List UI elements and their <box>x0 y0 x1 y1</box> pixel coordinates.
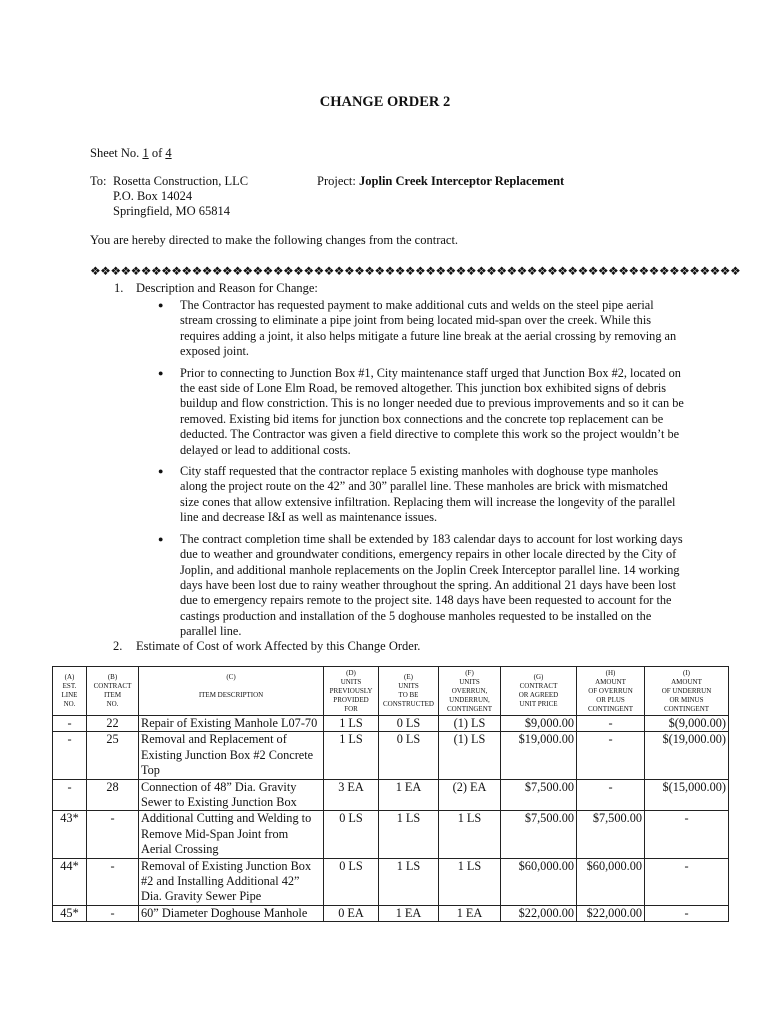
cell-units-constructed: 0 LS <box>379 732 439 779</box>
cell-unit-price: $19,000.00 <box>501 732 577 779</box>
list-item: ● The Contractor has requested payment to make additional cuts and welds on the steel pipe aerial stream crossing to eliminate a pipe joint from being located mid-span over the creek. While this requires adding a joint, it also helps mitigate a future line break at the aerial crossing by removing an exposed joint. <box>148 298 688 360</box>
project-name: Joplin Creek Interceptor Replacement <box>359 174 565 188</box>
cell-overrun-amount: - <box>577 779 645 811</box>
sheet-number <box>90 146 172 161</box>
cell-overrun-amount: $60,000.00 <box>577 858 645 905</box>
cell-units-previous: 0 LS <box>324 811 379 858</box>
cell-item-no: - <box>87 811 139 858</box>
column-header-f: (F) UNITS OVERRUN, UNDERRUN, CONTINGENT <box>439 667 501 716</box>
cell-units-over-under: (2) EA <box>439 779 501 811</box>
cell-unit-price: $7,500.00 <box>501 779 577 811</box>
cell-overrun-amount: - <box>577 732 645 779</box>
cell-underrun-amount: $(19,000.00) <box>645 732 729 779</box>
table-row <box>53 716 729 732</box>
column-header-d: (D) UNITS PREVIOUSLY PROVIDED FOR <box>324 667 379 716</box>
table-row <box>53 858 729 905</box>
cell-units-constructed: 1 LS <box>379 858 439 905</box>
table-row <box>53 905 729 921</box>
table-row <box>53 811 729 858</box>
cell-overrun-amount: - <box>577 716 645 732</box>
cell-units-constructed: 0 LS <box>379 716 439 732</box>
column-header-a: (A) EST. LINE NO. <box>53 667 87 716</box>
column-header-b: (B) CONTRACT ITEM NO. <box>87 667 139 716</box>
directive-text: You are hereby directed to make the following changes from the contract. <box>90 233 459 247</box>
cell-line-no: 45* <box>53 905 87 921</box>
cell-units-previous: 3 EA <box>324 779 379 811</box>
cell-units-constructed: 1 EA <box>379 905 439 921</box>
column-header-g: (G) CONTRACT OR AGREED UNIT PRICE <box>501 667 577 716</box>
sheet-label: Sheet No. <box>90 146 140 160</box>
cell-description: Additional Cutting and Welding to Remove Mid-Span Joint from Aerial Crossing <box>139 811 324 858</box>
to-label: To: <box>90 174 107 188</box>
cell-item-no: 25 <box>87 732 139 779</box>
cell-underrun-amount: $(15,000.00) <box>645 779 729 811</box>
cell-units-over-under: 1 EA <box>439 905 501 921</box>
cell-units-over-under: 1 LS <box>439 811 501 858</box>
project-info <box>317 174 564 189</box>
cell-overrun-amount: $22,000.00 <box>577 905 645 921</box>
cell-overrun-amount: $7,500.00 <box>577 811 645 858</box>
column-header-i: (I) AMOUNT OF UNDERRUN OR MINUS CONTINGENT <box>645 667 729 716</box>
cell-units-previous: 0 EA <box>324 905 379 921</box>
cell-line-no: 44* <box>53 858 87 905</box>
sheet-of-label: of <box>151 146 163 160</box>
cell-description: Removal of Existing Junction Box #2 and Installing Additional 42” Dia. Gravity Sewer Pipe <box>139 858 324 905</box>
sheet-total: 4 <box>165 146 172 160</box>
cell-underrun-amount: - <box>645 905 729 921</box>
list-item: ● City staff requested that the contractor replace 5 existing manholes with doghouse type manholes along the project route on the 42” and 30” parallel line. These manholes are brick with mismatched size cones that allow extensive infiltration. Replacing them will increase the longevity of the parallel line and decrease I&I as well as maintenance issues. <box>148 464 688 526</box>
cell-units-previous: 1 LS <box>324 716 379 732</box>
recipient-address-1: P.O. Box 14024 <box>113 189 193 203</box>
cell-item-no: - <box>87 905 139 921</box>
change-reasons-list <box>148 298 688 646</box>
cell-units-previous: 0 LS <box>324 858 379 905</box>
column-header-h: (H) AMOUNT OF OVERRUN OR PLUS CONTINGENT <box>577 667 645 716</box>
cell-underrun-amount: - <box>645 811 729 858</box>
cell-item-no: 28 <box>87 779 139 811</box>
column-header-e: (E) UNITS TO BE CONSTRUCTED <box>379 667 439 716</box>
diamond-separator: ❖❖❖❖❖❖❖❖❖❖❖❖❖❖❖❖❖❖❖❖❖❖❖❖❖❖❖❖❖❖❖❖❖❖❖❖❖❖❖❖❖❖❖❖❖❖❖❖❖❖❖❖❖❖❖❖❖❖❖❖❖❖❖❖ <box>90 264 741 278</box>
table-header-row <box>53 667 729 716</box>
section-1-heading: Description and Reason for Change: <box>136 281 318 295</box>
cell-units-over-under: 1 LS <box>439 858 501 905</box>
cell-units-over-under: (1) LS <box>439 716 501 732</box>
cell-description: Repair of Existing Manhole L07-70 <box>139 716 324 732</box>
cell-item-no: - <box>87 858 139 905</box>
cell-item-no: 22 <box>87 716 139 732</box>
cell-units-over-under: (1) LS <box>439 732 501 779</box>
section-1-number: 1. <box>114 281 124 295</box>
recipient-address-2: Springfield, MO 65814 <box>113 204 231 218</box>
page-title: CHANGE ORDER 2 <box>319 94 451 110</box>
cost-estimate-table <box>52 666 729 922</box>
column-header-c: (C) ITEM DESCRIPTION <box>139 667 324 716</box>
cell-line-no: - <box>53 779 87 811</box>
table-row <box>53 732 729 779</box>
cell-underrun-amount: $(9,000.00) <box>645 716 729 732</box>
table-row <box>53 779 729 811</box>
section-2-number: 2. <box>113 639 123 653</box>
cell-unit-price: $9,000.00 <box>501 716 577 732</box>
cell-unit-price: $7,500.00 <box>501 811 577 858</box>
cell-units-previous: 1 LS <box>324 732 379 779</box>
cell-description: 60” Diameter Doghouse Manhole <box>139 905 324 921</box>
project-label: Project: <box>317 174 356 188</box>
cell-description: Connection of 48” Dia. Gravity Sewer to Existing Junction Box <box>139 779 324 811</box>
recipient-name: Rosetta Construction, LLC <box>113 174 249 188</box>
list-item: ● Prior to connecting to Junction Box #1, City maintenance staff urged that Junction Box #2, located on the east side of Lone Elm Road, be removed altogether. This junction box exhibited signs of debris buildup and flow constriction. This is no longer needed due to previous improvements and so it can be removed. Existing bid items for junction box connections and the concrete top replacement can be deducted. The Contractor was given a field directive to complete this work so the project wouldn’t be delayed or lead to additional costs. <box>148 366 688 458</box>
cell-units-constructed: 1 LS <box>379 811 439 858</box>
cell-units-constructed: 1 EA <box>379 779 439 811</box>
cell-line-no: - <box>53 716 87 732</box>
cell-unit-price: $60,000.00 <box>501 858 577 905</box>
cell-underrun-amount: - <box>645 858 729 905</box>
cell-line-no: - <box>53 732 87 779</box>
cell-line-no: 43* <box>53 811 87 858</box>
section-2-heading: Estimate of Cost of work Affected by this Change Order. <box>136 639 421 653</box>
cell-unit-price: $22,000.00 <box>501 905 577 921</box>
list-item: ● The contract completion time shall be extended by 183 calendar days to account for lost working days due to weather and groundwater conditions, emergency repairs in other locale directed by the City of Joplin, and additional manhole replacements on the Joplin Creek Interceptor parallel line. 14 working days have been lost due to rainy weather throughout the spring. An additional 21 days have been lost due to emergency repairs remote to the project site. 148 days have been requested to account for the castings production and installation of the 5 doghouse manholes requested to be installed on the parallel line. <box>148 532 688 640</box>
sheet-current: 1 <box>142 146 149 160</box>
cell-description: Removal and Replacement of Existing Junction Box #2 Concrete Top <box>139 732 324 779</box>
